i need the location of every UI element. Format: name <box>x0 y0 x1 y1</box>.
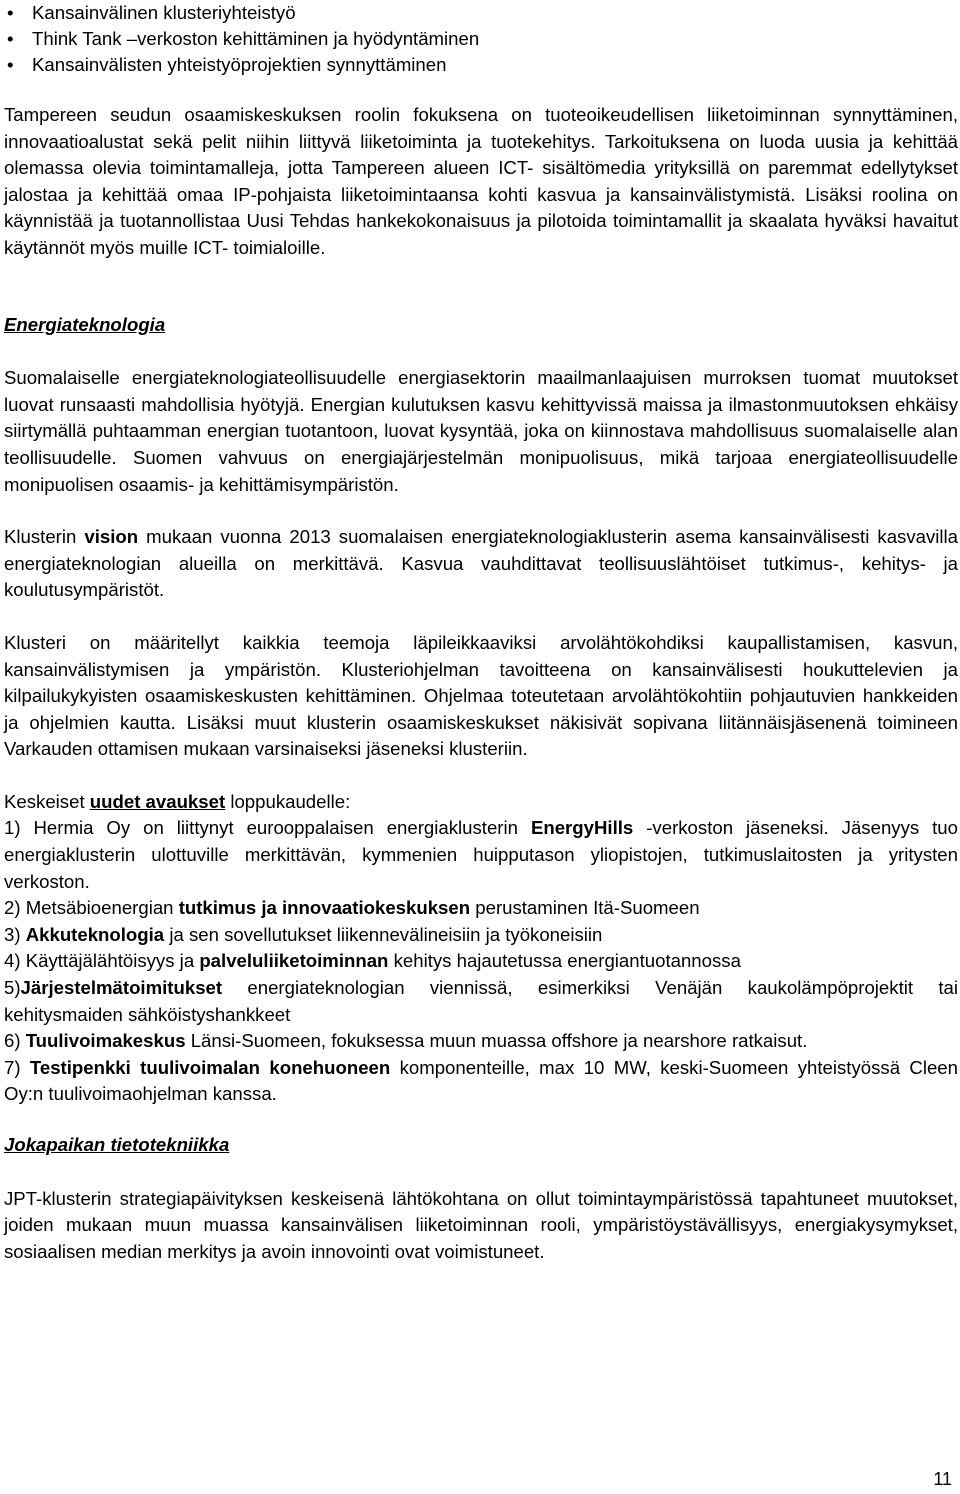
document-page <box>4 0 958 1265</box>
list-item: 6) Tuulivoimakeskus Länsi-Suomeen, fokuksessa muun muassa offshore ja nearshore ratkaisut. <box>4 1030 808 1052</box>
list-item: 5)Järjestelmätoimitukset energiateknologian viennissä, esimerkiksi Venäjän kaukolämpöprojektit tai kehitysmaiden sähköistyshankkeet <box>4 977 958 1025</box>
list-item: 7) Testipenkki tuulivoimalan konehuoneen komponenteille, max 10 MW, keski-Suomeen yhteistyössä Cleen Oy:n tuulivoimaohjelman kanssa. <box>4 1056 958 1105</box>
bullet-item: • Kansainvälisten yhteistyöprojektien synnyttäminen <box>4 52 958 78</box>
bullet-icon: • <box>7 54 14 75</box>
bullet-icon: • <box>7 2 14 23</box>
bullet-item: • Kansainvälinen klusteriyhteistyö <box>4 0 958 26</box>
new-openings-intro: Keskeiset uudet avaukset loppukaudelle: <box>4 790 351 812</box>
bullet-icon: • <box>7 28 14 49</box>
bullet-item: • Think Tank –verkoston kehittäminen ja hyödyntäminen <box>4 26 958 52</box>
jpt-paragraph-1: JPT-klusterin strategiapäivityksen keskeisenä lähtökohtana on ollut toimintaympäristössä tapahtuneet muutokset, joiden mukaan muun muassa kansainvälisen liiketoiminnan rooli, ympäristöystävällisyys, energiakysymykset, sosiaalisen median merkitys ja avoin innovointi ovat voimistuneet. <box>4 1187 958 1262</box>
list-item: 2) Metsäbioenergian tutkimus ja innovaatiokeskuksen perustaminen Itä-Suomeen <box>4 897 700 919</box>
section-heading-jpt: Jokapaikan tietotekniikka <box>4 1134 230 1155</box>
page-number: 11 <box>933 1469 952 1489</box>
list-item: 1) Hermia Oy on liittynyt eurooppalaisen energiaklusterin EnergyHills -verkoston jäseneksi. Jäsenyys tuo energiaklusterin ulottuville merkittävän, kymmenien huipputason yliopistojen, tutkimuslaitosten ja yritysten verkoston. <box>4 817 958 892</box>
list-item: 4) Käyttäjälähtöisyys ja palveluliiketoiminnan kehitys hajautetussa energiantuotannossa <box>4 950 741 972</box>
bullet-list <box>4 0 958 78</box>
energy-vision-paragraph: Klusterin vision mukaan vuonna 2013 suomalaisen energiateknologiaklusterin asema kansainvälisesti kasvavilla energiateknologian alueilla on merkittävä. Kasvua vauhdittavat teollisuuslähtöiset tutkimus-, kehitys- ja koulutusympäristöt. <box>4 526 958 601</box>
energy-paragraph-1: Suomalaiselle energiateknologiateollisuudelle energiasektorin maailmanlaajuisen murroksen tuomat muutokset luovat runsaasti mahdollisia hyötyjä. Energian kulutuksen kasvu kehittyvissä maissa ja ilmastonmuutoksen ehkäisy siirtymällä puhtaamman energian tuotantoon, luovat kysyntää, joka on kiinnostava mahdollisuus suomalaiselle alan teollisuudelle. Suomen vahvuus on energiajärjestelmän monipuolisuus, mikä tarjoaa energiateollisuudelle monipuolisen osaamis- ja kehittämisympäristön. <box>4 367 958 495</box>
tampere-paragraph: Tampereen seudun osaamiskeskuksen roolin fokuksena on tuoteoikeudellisen liiketoiminnan synnyttäminen, innovaatioalustat sekä pelit niihin liittyvä liiketoiminta ja tuotekehitys. Tarkoituksena on luoda uusia ja kehittää olemassa olevia toimintamalleja, jotta Tampereen alueen ICT- sisältömedia yrityksillä on paremmat edellytykset jalostaa ja kehittää omaa IP-pohjaista liiketoimintaansa kohti kasvua ja kansainvälistymistä. Lisäksi roolina on käynnistää ja tuotannollistaa Uusi Tehdas hankekokonaisuus ja pilotoida toimintamallit ja skaalata hyväksi havaitut käytännöt myös muille ICT- toimialoille. <box>4 104 958 258</box>
energy-paragraph-3: Klusteri on määritellyt kaikkia teemoja läpileikkaaviksi arvolähtökohdiksi kaupallistamisen, kasvun, kansainvälistymisen ja ympäristön. Klusteriohjelman tavoitteena on kansainvälisesti houkuttelevien ja kilpailukykyisten osaamiskeskusten kehittäminen. Ohjelmaa toteutetaan arvolähtökohtiin pohjautuvien hankkeiden ja ohjelmien kautta. Lisäksi muut klusterin osaamiskeskukset näkisivät sopivana liitännäisjäsenenä toimineen Varkauden ottamisen mukaan varsinaiseksi jäseneksi klusteriin. <box>4 631 958 760</box>
list-item: 3) Akkuteknologia ja sen sovellutukset liikennevälineisiin ja työkoneisiin <box>4 923 603 945</box>
section-heading-energy: Energiateknologia <box>4 313 166 335</box>
new-openings-list <box>4 789 958 1108</box>
